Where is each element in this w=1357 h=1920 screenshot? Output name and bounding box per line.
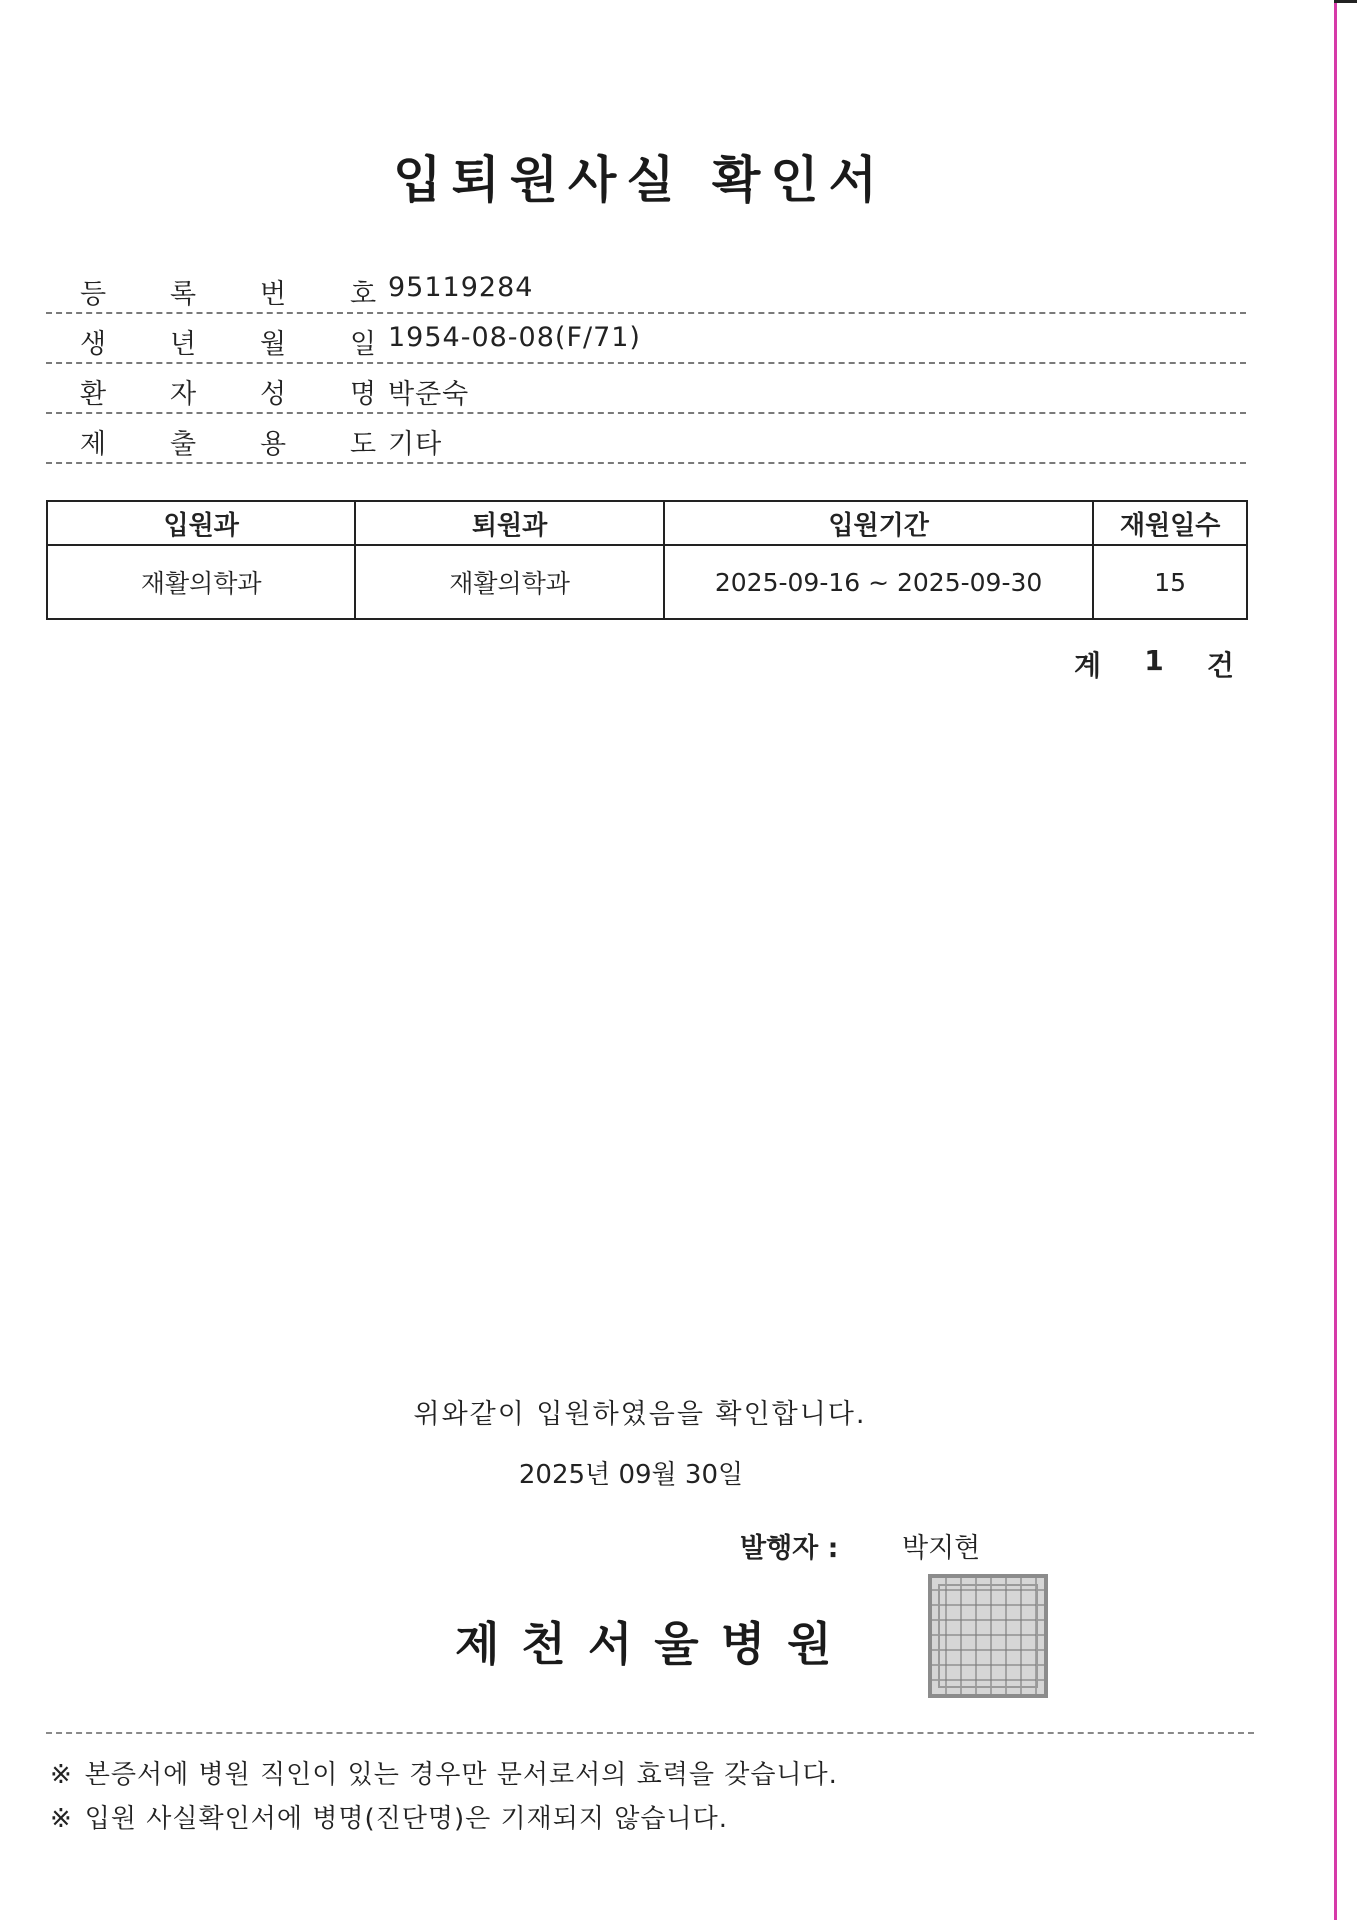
count-value: 1 xyxy=(1144,644,1164,677)
total-count xyxy=(1074,644,1234,684)
registration-number: 95119284 xyxy=(388,272,534,303)
header-discharge-dept: 퇴원과 xyxy=(355,501,663,545)
page-edge-line xyxy=(1334,0,1337,1920)
info-label: 등 록 번 호 xyxy=(79,279,377,310)
hospital-name: 제천서울병원 xyxy=(455,1617,854,1671)
footer-divider xyxy=(46,1732,1254,1734)
info-row-purpose xyxy=(46,414,1246,464)
page-edge-mark xyxy=(1334,0,1357,3)
info-label: 제 출 용 도 xyxy=(79,429,377,460)
birth-date: 1954-08-08(F/71) xyxy=(388,322,641,353)
info-row-birth-date xyxy=(46,314,1246,364)
confirmation-statement: 위와같이 입원하였음을 확인합니다. xyxy=(413,1399,867,1430)
header-stay-days: 재원일수 xyxy=(1093,501,1247,545)
stay-days: 15 xyxy=(1093,545,1247,619)
info-row-registration-number xyxy=(46,264,1246,314)
header-admission-period: 입원기간 xyxy=(664,501,1094,545)
issuer-label: 발행자 : xyxy=(740,1533,839,1564)
issuer-name: 박지현 xyxy=(902,1533,981,1564)
reference-mark-icon: ※ xyxy=(50,1804,73,1834)
admission-period: 2025-09-16 ~ 2025-09-30 xyxy=(664,545,1094,619)
admission-table xyxy=(46,500,1248,620)
info-label: 환 자 성 명 xyxy=(79,379,377,410)
table-row xyxy=(47,545,1247,619)
admission-dept: 재활의학과 xyxy=(47,545,355,619)
count-prefix: 계 xyxy=(1074,649,1102,682)
document-title: 입퇴원사실 확인서 xyxy=(393,151,887,209)
note-text: 입원 사실확인서에 병명(진단명)은 기재되지 않습니다. xyxy=(84,1804,728,1834)
discharge-dept: 재활의학과 xyxy=(355,545,663,619)
header-admission-dept: 입원과 xyxy=(47,501,355,545)
note-text: 본증서에 병원 직인이 있는 경우만 문서로서의 효력을 갖습니다. xyxy=(84,1760,838,1790)
footer-note xyxy=(50,1798,728,1835)
table-header-row xyxy=(47,501,1247,545)
footer-note xyxy=(50,1754,838,1791)
submission-purpose: 기타 xyxy=(388,429,443,460)
count-suffix: 건 xyxy=(1206,649,1234,682)
hospital-seal-stamp xyxy=(928,1574,1048,1698)
info-label: 생 년 월 일 xyxy=(79,329,377,360)
patient-name: 박준숙 xyxy=(388,379,470,410)
info-row-patient-name xyxy=(46,364,1246,414)
reference-mark-icon: ※ xyxy=(50,1760,73,1790)
issue-date: 2025년 09월 30일 xyxy=(518,1460,744,1490)
